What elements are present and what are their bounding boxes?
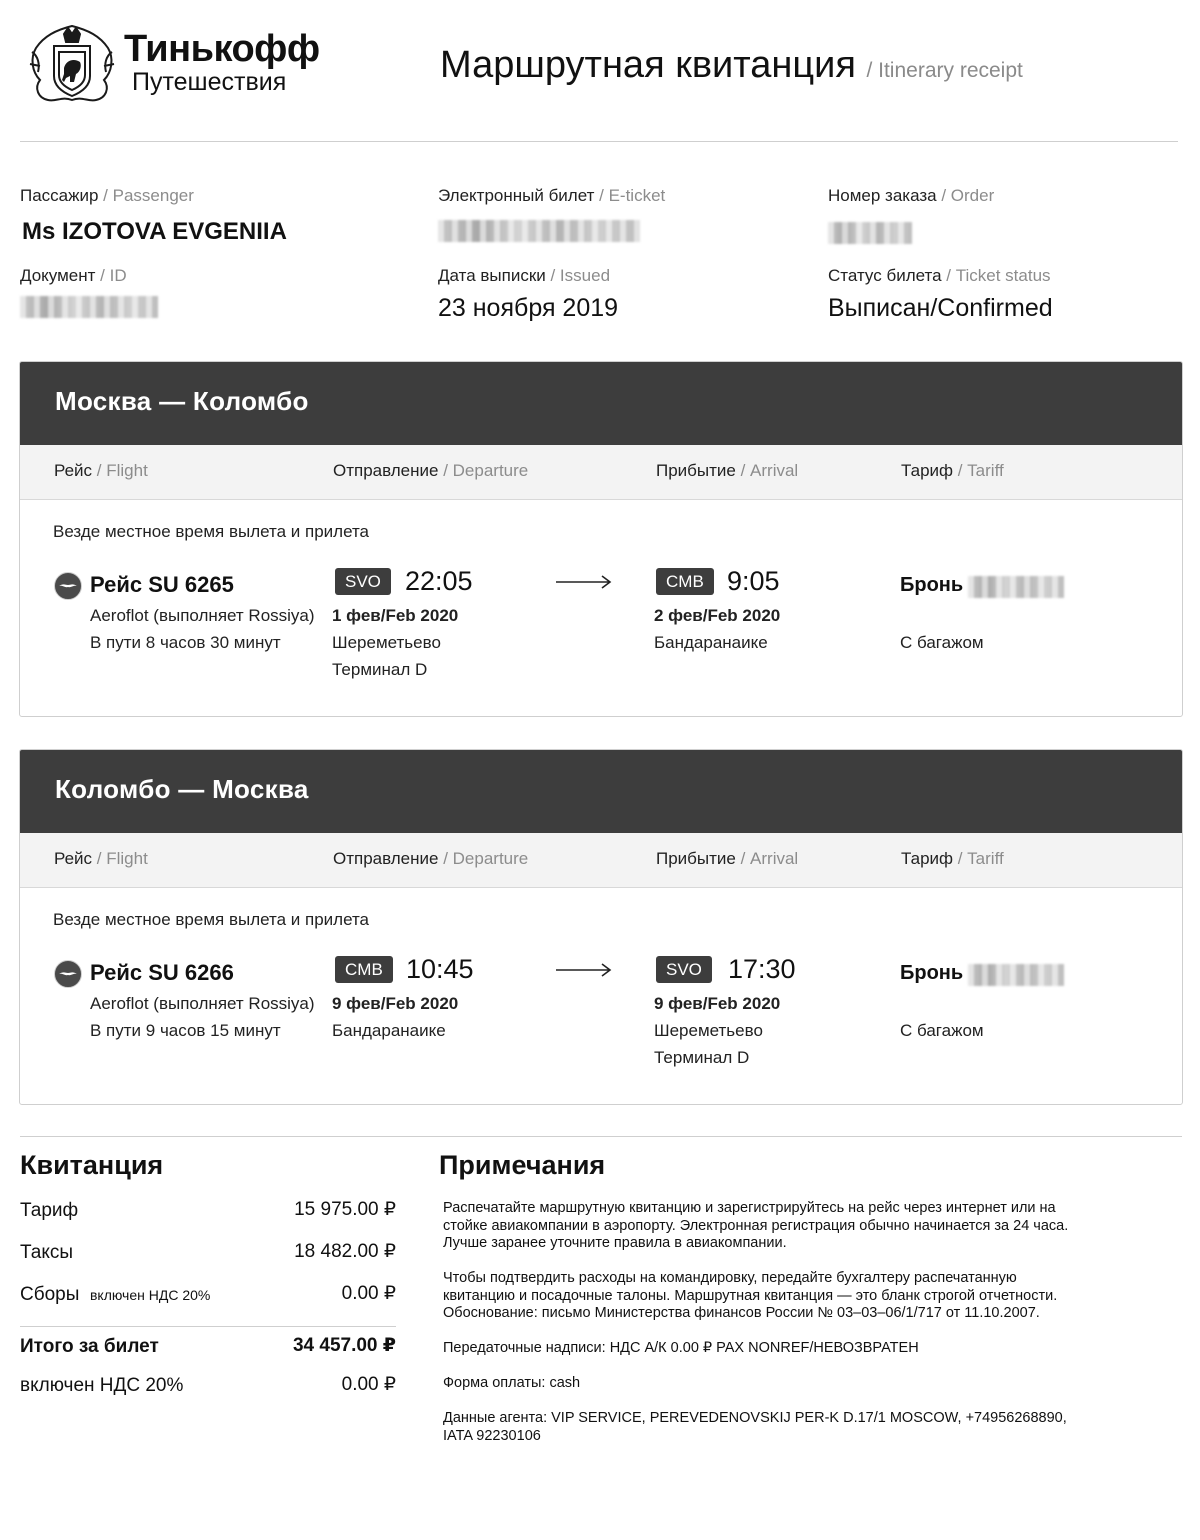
col-tariff: Тариф / Tariff xyxy=(901,461,1004,480)
arrival-terminal: Терминал D xyxy=(654,1048,750,1067)
header-divider xyxy=(20,141,1178,142)
issued-value: 23 ноября 2019 xyxy=(438,294,619,322)
col-flight: Рейс / Flight xyxy=(54,461,148,480)
note-endorsements: Передаточные надписи: НДС А/К 0.00 ₽ PAX NONREF/НЕВОЗВРАТЕН xyxy=(443,1340,919,1356)
departure-terminal: Терминал D xyxy=(332,660,428,679)
carrier: Aeroflot (выполняет Rossiya) xyxy=(90,994,315,1013)
col-tariff: Тариф / Tariff xyxy=(901,849,1004,868)
arrival-date: 9 фев/Feb 2020 xyxy=(654,994,781,1013)
tinkoff-crest-icon xyxy=(26,22,118,104)
status-label: Статус билета / Ticket status xyxy=(828,266,1051,285)
note-checkin: Распечатайте маршрутную квитанцию и зарегистрируйтесь на рейс через интернет или на стойке авиакомпании в аэропорту. Электронная регистрация обычно начинается за 24 часа. Лучше заранее уточните правила в авиакомпании. xyxy=(443,1200,1069,1251)
flight-number: Рейс SU 6266 xyxy=(90,960,234,985)
segment-body xyxy=(20,888,1182,1104)
duration: В пути 9 часов 15 минут xyxy=(90,1021,281,1040)
baggage: С багажом xyxy=(900,633,984,652)
col-departure: Отправление / Departure xyxy=(333,461,529,480)
local-time-note: Везде местное время вылета и прилета xyxy=(53,522,370,541)
departure-date: 1 фев/Feb 2020 xyxy=(332,606,459,625)
segment-columns xyxy=(20,833,1182,888)
tariff-value: 15 975.00 ₽ xyxy=(294,1199,396,1220)
booking-label: Бронь xyxy=(900,574,964,596)
passenger-value: Ms IZOTOVA EVGENIIA xyxy=(22,218,287,245)
brand-name: Тинькофф xyxy=(124,28,320,70)
departure-time: 22:05 xyxy=(405,566,473,596)
segment-route: Москва — Коломбо xyxy=(20,362,1182,445)
departure-airport: Бандаранаике xyxy=(332,1021,446,1040)
total-value: 34 457.00 ₽ xyxy=(292,1335,396,1356)
departure-code-badge: CMB xyxy=(335,956,393,983)
total-divider xyxy=(20,1326,396,1327)
segment-route: Коломбо — Москва xyxy=(20,750,1182,833)
segment-columns xyxy=(20,445,1182,500)
aeroflot-icon xyxy=(54,960,82,988)
booking-redacted xyxy=(968,964,1064,986)
arrival-airport: Бандаранаике xyxy=(654,633,768,652)
notes-title: Примечания xyxy=(439,1150,606,1180)
eticket-label: Электронный билет / E-ticket xyxy=(438,186,666,205)
departure-airport: Шереметьево xyxy=(332,633,441,652)
arrival-code-badge: CMB xyxy=(656,568,714,595)
arrival-date: 2 фев/Feb 2020 xyxy=(654,606,781,625)
passenger-label: Пассажир / Passenger xyxy=(20,186,194,205)
title-ru: Маршрутная квитанция xyxy=(440,44,856,86)
order-redacted xyxy=(828,222,912,244)
arrival-code-badge: SVO xyxy=(656,956,712,983)
vat-label: включен НДС 20% xyxy=(20,1375,184,1396)
document-title xyxy=(440,44,1023,87)
departure-code-badge: SVO xyxy=(335,568,391,595)
arrival-airport: Шереметьево xyxy=(654,1021,763,1040)
fees-vat-note: включен НДС 20% xyxy=(89,1287,211,1303)
arrow-right-icon xyxy=(556,962,612,978)
note-agent: Данные агента: VIP SERVICE, PEREVEDENOVSKIJ PER-K D.17/1 MOSCOW, +74956268890, IATA 92230106 xyxy=(443,1410,1067,1444)
document-label: Документ / ID xyxy=(20,266,127,285)
col-arrival: Прибытие / Arrival xyxy=(656,849,799,868)
taxes-value: 18 482.00 ₽ xyxy=(294,1241,396,1262)
note-payment: Форма оплаты: cash xyxy=(443,1375,581,1391)
departure-time: 10:45 xyxy=(406,954,474,984)
notes-text xyxy=(443,1200,1073,1463)
col-arrival: Прибытие / Arrival xyxy=(656,461,799,480)
status-value: Выписан/Confirmed xyxy=(828,294,1053,322)
fees-value: 0.00 ₽ xyxy=(341,1283,396,1304)
title-en: / Itinerary receipt xyxy=(866,59,1023,82)
receipt-title: Квитанция xyxy=(20,1150,164,1180)
booking-redacted xyxy=(968,576,1064,598)
carrier: Aeroflot (выполняет Rossiya) xyxy=(90,606,315,625)
local-time-note: Везде местное время вылета и прилета xyxy=(53,910,370,929)
departure-date: 9 фев/Feb 2020 xyxy=(332,994,459,1013)
baggage: С багажом xyxy=(900,1021,984,1040)
booking-label: Бронь xyxy=(900,962,964,984)
flight-number: Рейс SU 6265 xyxy=(90,572,234,597)
note-basis: Обоснование: письмо Министерства финансов России № 03–03–06/1/717 от 11.10.2007. xyxy=(443,1305,1040,1321)
arrival-time: 9:05 xyxy=(727,566,780,596)
total-label: Итого за билет xyxy=(20,1336,159,1357)
arrival-time: 17:30 xyxy=(728,954,796,984)
segment-body xyxy=(20,500,1182,716)
col-flight: Рейс / Flight xyxy=(54,849,148,868)
eticket-redacted xyxy=(438,220,640,242)
order-label: Номер заказа / Order xyxy=(828,186,995,205)
flight-segment-outbound xyxy=(19,361,1183,717)
section-divider xyxy=(20,1136,1182,1137)
issued-label: Дата выписки / Issued xyxy=(438,266,611,285)
col-departure: Отправление / Departure xyxy=(333,849,529,868)
duration: В пути 8 часов 30 минут xyxy=(90,633,281,652)
document-redacted xyxy=(20,296,158,318)
arrow-right-icon xyxy=(556,574,612,590)
taxes-label: Таксы xyxy=(20,1242,74,1263)
note-expenses: Чтобы подтвердить расходы на командировку, передайте бухгалтеру распечатанную квитанцию и посадочные талоны. Маршрутная квитанция — это бланк строгой отчетности. xyxy=(443,1270,1058,1304)
aeroflot-icon xyxy=(54,572,82,600)
vat-value: 0.00 ₽ xyxy=(341,1374,396,1395)
tariff-label: Тариф xyxy=(20,1200,79,1221)
brand-subtitle: Путешествия xyxy=(132,68,287,96)
fees-label: Сборы включен НДС 20% xyxy=(20,1284,211,1305)
flight-segment-return xyxy=(19,749,1183,1105)
